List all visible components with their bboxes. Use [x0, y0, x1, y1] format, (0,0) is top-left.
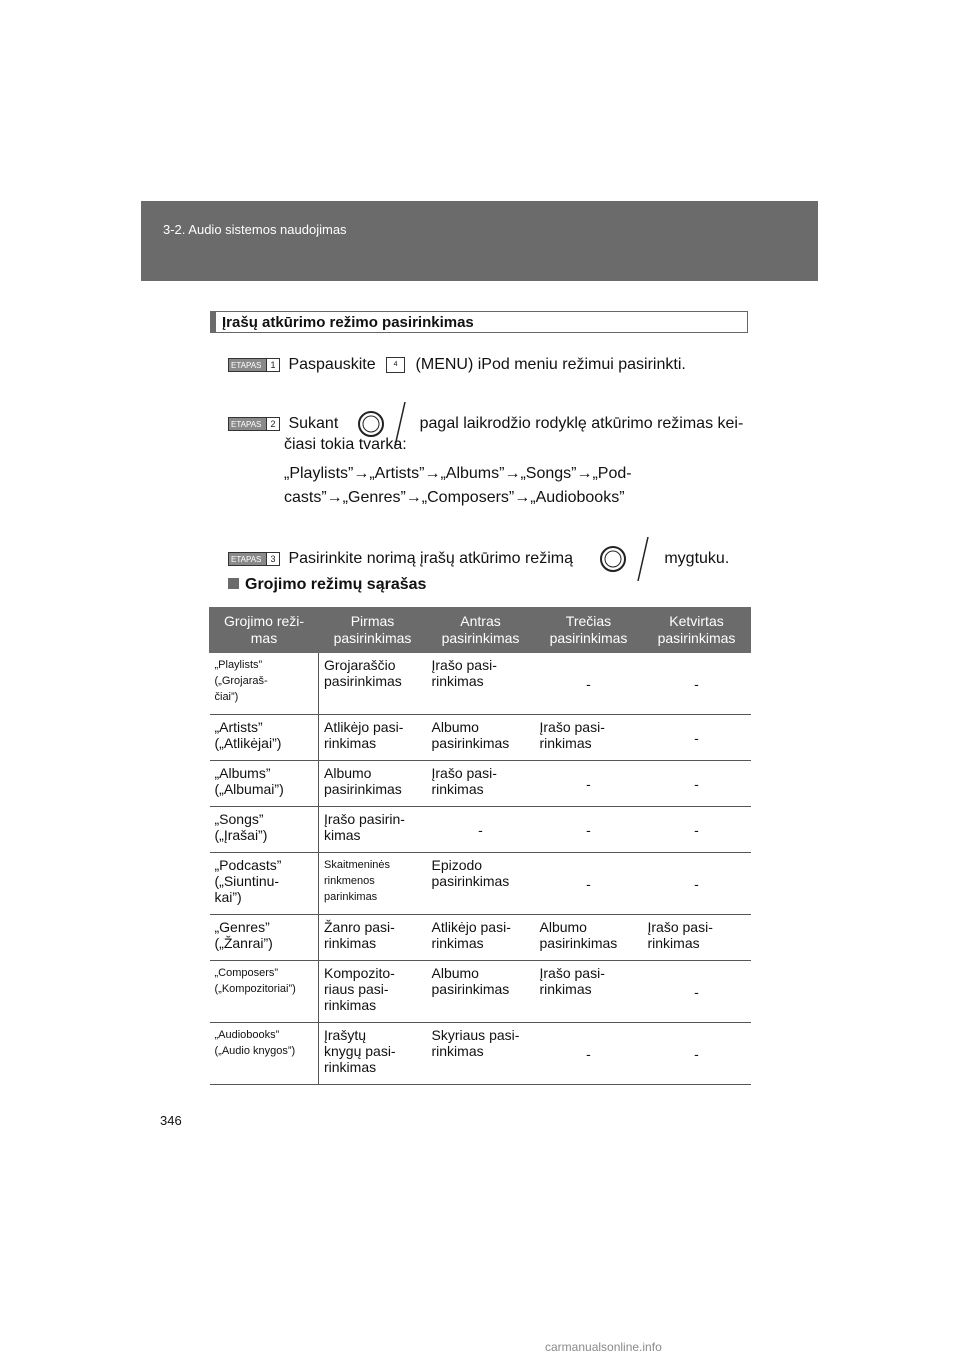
table-row: [210, 761, 751, 807]
table-cell: Įrašytų knygų pasi- rinkimas: [319, 1023, 427, 1085]
table-cell: -: [643, 961, 751, 1023]
table-body: [210, 653, 751, 1085]
menu-key-icon: 4: [386, 357, 405, 373]
bullet-square-icon: [228, 578, 239, 589]
sequence-line: casts”→„Genres”→„Composers”→„Audiobooks”: [284, 489, 625, 506]
table-header-cell: Pirmas pasirinkimas: [319, 608, 427, 653]
table-cell: Albumo pasirinkimas: [535, 915, 643, 961]
table-cell: Grojaraščio pasirinkimas: [319, 653, 427, 715]
table-header-row: [210, 608, 751, 653]
table-cell: Albumo pasirinkimas: [319, 761, 427, 807]
playback-modes-table: [209, 607, 751, 1085]
chapter-header: [141, 201, 818, 281]
step-text: Paspauskite: [288, 356, 376, 373]
table-cell: -: [643, 653, 751, 715]
table-row: [210, 715, 751, 761]
table-cell: „Podcasts” („Siuntinu- kai”): [210, 853, 319, 915]
table-cell: -: [643, 853, 751, 915]
table-cell: -: [427, 807, 535, 853]
table-row: [210, 653, 751, 715]
table-cell: -: [535, 761, 643, 807]
table-cell: „Composers” („Kompozitoriai”): [210, 961, 319, 1023]
bullet-heading: [228, 576, 426, 594]
table-cell: Įrašo pasi- rinkimas: [535, 715, 643, 761]
table-row: [210, 853, 751, 915]
step-badge: ETAPAS 1: [228, 358, 280, 372]
table-cell: „Songs” („Įrašai”): [210, 807, 319, 853]
step-text: mygtuku.: [664, 550, 730, 568]
mode-sequence: [284, 462, 632, 510]
table-cell: Epizodo pasirinkimas: [427, 853, 535, 915]
table-cell: Įrašo pasi- rinkimas: [643, 915, 751, 961]
table-cell: „Genres” („Žanrai”): [210, 915, 319, 961]
table-cell: -: [535, 1023, 643, 1085]
step-3: [228, 537, 729, 581]
step-2-continuation: čiasi tokia tvarka:: [284, 436, 407, 453]
table-cell: „Audiobooks” („Audio knygos”): [210, 1023, 319, 1085]
table-row: [210, 915, 751, 961]
table-header-cell: Ketvirtas pasirinkimas: [643, 608, 751, 653]
section-title: Įrašų atkūrimo režimo pasirinkimas: [222, 314, 474, 331]
table-cell: „Artists” („Atlikėjai”): [210, 715, 319, 761]
chapter-title: 3-2. Audio sistemos naudojimas: [163, 222, 347, 237]
section-title-box: [210, 311, 748, 333]
table-row: [210, 961, 751, 1023]
table-cell: Albumo pasirinkimas: [427, 715, 535, 761]
bullet-text: Grojimo režimų sąrašas: [245, 576, 427, 593]
table-cell: -: [643, 1023, 751, 1085]
table-cell: Įrašo pasi- rinkimas: [427, 761, 535, 807]
table-cell: „Playlists” („Grojaraš- čiai”): [210, 653, 319, 715]
table-cell: „Albums” („Albumai”): [210, 761, 319, 807]
page-number: 346: [160, 1113, 182, 1128]
table-cell: Įrašo pasi- rinkimas: [535, 961, 643, 1023]
step-text: (MENU) iPod meniu režimui pasirinkti.: [415, 356, 686, 373]
step-text: Sukant: [288, 415, 339, 433]
table-header-cell: Trečias pasirinkimas: [535, 608, 643, 653]
table-cell: -: [535, 653, 643, 715]
table-cell: Atlikėjo pasi- rinkimas: [427, 915, 535, 961]
table-cell: Kompozito- riaus pasi- rinkimas: [319, 961, 427, 1023]
step-text: pagal laikrodžio rodyklę atkūrimo režimas kei-: [419, 415, 744, 433]
table-cell: Žanro pasi- rinkimas: [319, 915, 427, 961]
table-cell: -: [535, 853, 643, 915]
table-cell: Įrašo pasi- rinkimas: [427, 653, 535, 715]
table-header-cell: Grojimo reži- mas: [210, 608, 319, 653]
step-1: [228, 355, 686, 375]
table-cell: -: [643, 715, 751, 761]
tune-dial-icon: [599, 545, 627, 573]
step-text: Pasirinkite norimą įrašų atkūrimo režimą: [288, 550, 573, 568]
table-cell: -: [643, 807, 751, 853]
step-badge: ETAPAS 2: [228, 417, 280, 431]
table-row: [210, 1023, 751, 1085]
table-row: [210, 807, 751, 853]
table-cell: Atlikėjo pasi- rinkimas: [319, 715, 427, 761]
table-cell: Įrašo pasirin- kimas: [319, 807, 427, 853]
table-cell: Skyriaus pasi- rinkimas: [427, 1023, 535, 1085]
dial-indicator-icon: [636, 537, 650, 581]
table-cell: Albumo pasirinkimas: [427, 961, 535, 1023]
table-cell: -: [535, 807, 643, 853]
table-cell: Skaitmeninės rinkmenos parinkimas: [319, 853, 427, 915]
table-cell: -: [643, 761, 751, 807]
sequence-line: „Playlists”→„Artists”→„Albums”→„Songs”→„Pod-: [284, 465, 632, 482]
table-header-cell: Antras pasirinkimas: [427, 608, 535, 653]
step-badge: ETAPAS 3: [228, 552, 280, 566]
watermark: carmanualsonline.info: [545, 1340, 662, 1354]
